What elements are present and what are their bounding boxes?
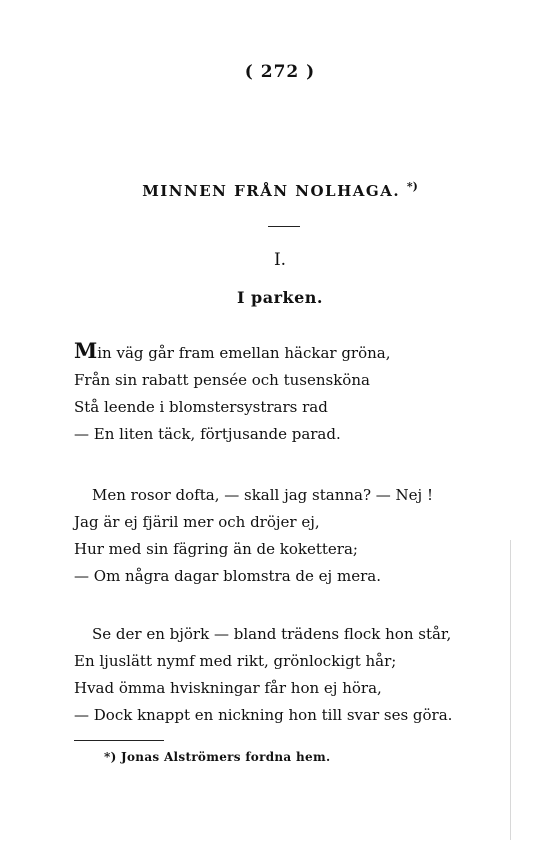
drop-cap: M (74, 338, 98, 363)
stanza-line: Stå leende i blomstersystrars rad (74, 398, 328, 416)
stanza-line-text: in väg går fram emellan häckar gröna, (97, 344, 391, 362)
stanza-2 (74, 482, 514, 590)
stanza-line: Hur med sin fägring än de kokettera; (74, 540, 358, 558)
stanza-line: Se der en björk — bland trädens flock hon står, (92, 625, 452, 643)
poem-title (0, 180, 560, 200)
title-footnote-mark: *) (406, 180, 418, 193)
stanza-line: — Dock knappt en nickning hon till svar ses göra. (74, 706, 453, 724)
stanza-line: Från sin rabatt pensée och tusensköna (74, 371, 370, 389)
stanza-line: Hvad ömma hviskningar får hon ej höra, (74, 679, 382, 697)
section-subtitle: I parken. (236, 288, 323, 307)
stanza-line: En ljuslätt nymf med rikt, grönlockigt hår; (74, 652, 397, 670)
stanza-line: Jag är ej fjäril mer och dröjer ej, (74, 513, 320, 531)
page-edge-shadow (510, 540, 511, 840)
footnote-rule (74, 740, 164, 741)
stanza-1 (74, 337, 514, 448)
footnote: *) Jonas Alströmers fordna hem. (104, 750, 331, 764)
stanza-line: — Om några dagar blomstra de ej mera. (74, 567, 381, 585)
stanza-line: Men rosor dofta, — skall jag stanna? — Nej ! (92, 486, 434, 504)
stanza-line: — En liten täck, förtjusande parad. (74, 425, 341, 443)
section-number: I. (273, 250, 287, 270)
page-number: ( 272 ) (244, 62, 316, 82)
title-rule (268, 226, 300, 227)
stanza-line (74, 337, 514, 367)
poem-title-text: MINNEN FRÅN NOLHAGA. (142, 182, 401, 200)
stanza-3 (74, 621, 514, 729)
